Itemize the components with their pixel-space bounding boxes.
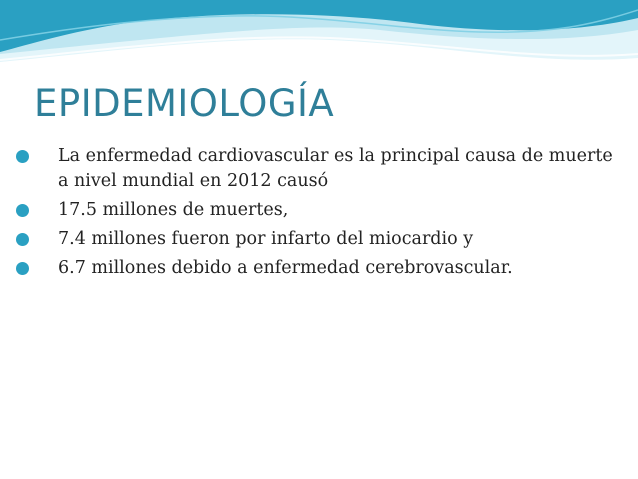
bullet-text: 6.7 millones debido a enfermedad cerebrovascular. [58,258,513,278]
bullet-text: 7.4 millones fueron por infarto del miocardio y [58,229,474,249]
bullet-item [16,227,616,252]
bullet-item [16,198,616,223]
filled-circle-icon [16,233,29,246]
bullet-item [16,144,616,194]
bullet-text: La enfermedad cardiovascular es la principal causa de muerte a nivel mundial en 2012 causó [58,146,613,191]
slide-title: EPIDEMIOLOGÍA [34,82,335,125]
filled-circle-icon [16,262,29,275]
filled-circle-icon [16,204,29,217]
filled-circle-icon [16,150,29,163]
bullet-item [16,256,616,281]
bullet-list [16,144,616,285]
wave-header-decoration [0,0,638,80]
bullet-text: 17.5 millones de muertes, [58,200,289,220]
